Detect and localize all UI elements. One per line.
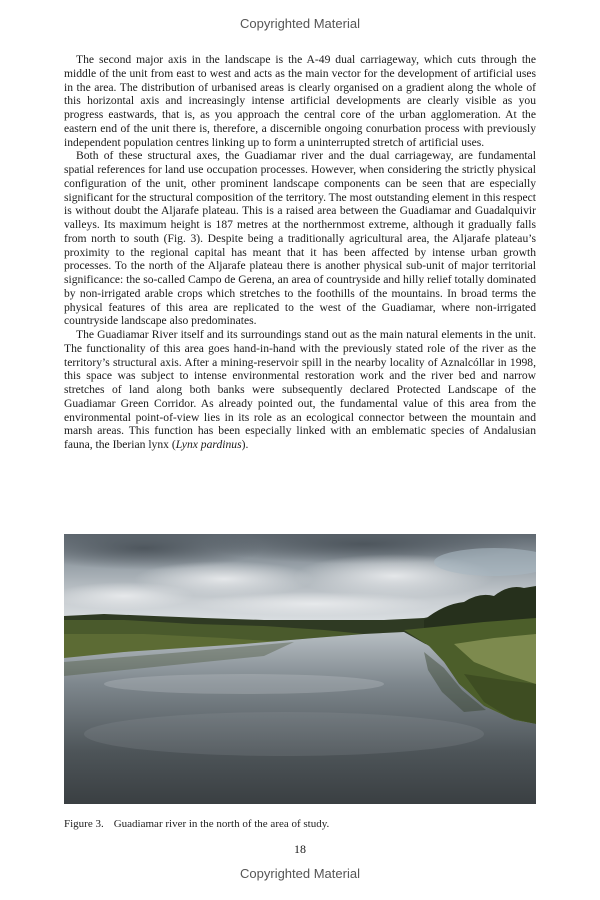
body-text (64, 53, 536, 452)
species-name: Lynx pardinus (175, 438, 242, 451)
paragraph-1-text: The second major axis in the landscape is the A-49 dual carriageway, which cuts through the middle of the unit from east to west and acts as the main vector for the development of artificial uses in the area. The distribution of urbanised areas is clearly organised on a gradient along the whole of this horizontal axis and increasingly intense artificial developments are clearly visible as you progress eastwards, that is, as you approach the central core of the urban agglomeration. At the eastern end of the unit there is, therefore, a discernible ongoing conurbation process with previously independent population centres linking up to form a uninterrupted stretch of artificial uses. (64, 53, 536, 149)
copyright-watermark-top: Copyrighted Material (240, 16, 360, 31)
copyright-watermark-bottom: Copyrighted Material (240, 866, 360, 881)
figure-caption-text: Guadiamar river in the north of the area of study. (113, 818, 330, 830)
paragraph-2 (64, 149, 536, 328)
river-photo (64, 534, 536, 804)
figure-caption (64, 818, 536, 830)
paragraph-3-end: ). (241, 438, 249, 451)
paragraph-3 (64, 328, 536, 452)
paragraph-3-text: The Guadiamar River itself and its surroundings stand out as the main natural elements in the unit. The functionality of this area goes hand-in-hand with the previously stated role of the river as the territory’s structural axis. After a mining-reservoir spill in the nearby locality of Aznalcóllar in 1998, this space was subject to intense environmental restoration work and the river bed and narrow stretches of land along both banks were subsequently declared Protected Landscape of the Guadiamar Green Corridor. As already pointed out, the fundamental value of this area from the environmental point-of-view lies in its role as an ecological connector between the mountain and marsh areas. This function has been especially linked with an emblematic species of Andalusian fauna, the Iberian lynx ( (64, 328, 536, 451)
paragraph-1 (64, 53, 536, 149)
page-number: 18 (294, 842, 306, 856)
figure-label: Figure 3. (64, 818, 104, 830)
paragraph-2-text: Both of these structural axes, the Guadiamar river and the dual carriageway, are fundamental spatial references for land use occupation processes. However, when considering the strictly physical configuration of the unit, other prominent landscape components can be seen that are especially significant for the structural composition of the territory. The most outstanding element in this respect is without doubt the Aljarafe plateau. This is a raised area between the Guadiamar and Guadalquivir valleys. Its maximum height is 187 metres at the northernmost extreme, although it gradually falls from north to south (Fig. 3). Despite being a traditionally agricultural area, the Aljarafe plateau’s proximity to the regional capital has meant that it has been affected by intense urban growth processes. To the north of the Aljarafe plateau there is another physical sub-unit of major territorial significance: the so-called Campo de Gerena, an area of countryside and hilly relief totally dominated by non-irrigated arable crops which stretches to the foothills of the mountains. In broad terms the physical features of this area are replicated to the west of the Guadiamar, where non-irrigated countryside landscape also predominates. (64, 149, 537, 328)
